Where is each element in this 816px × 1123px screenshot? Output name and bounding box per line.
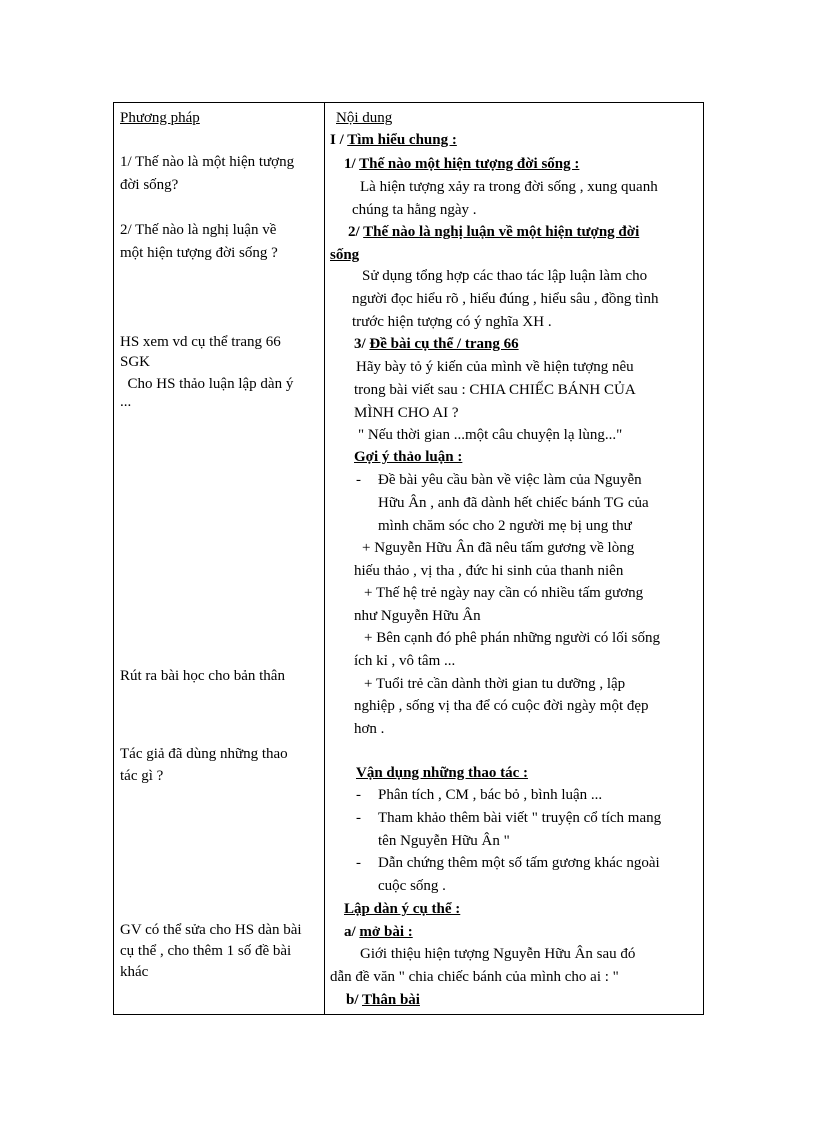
goiy-plus-4c: hơn . (354, 721, 385, 737)
method-hs-line3: Cho HS thảo luận lập dàn ý (120, 376, 294, 392)
q2-body-line3: trước hiện tượng có ý nghĩa XH . (352, 314, 552, 330)
vandung-dash-2: - (356, 810, 361, 826)
method-tacgia-line1: Tác giả đã dùng những thao (120, 746, 288, 762)
method-hs-line1: HS xem vd cụ thể trang 66 (120, 334, 281, 350)
goiy-dash: - (356, 472, 361, 488)
goiy-plus-3b: ích kỉ , vô tâm ... (354, 653, 456, 669)
content-header: Nội dung (336, 110, 393, 126)
thanbai-heading: b/ Thân bài (346, 992, 420, 1008)
method-q2-line1: 2/ Thế nào là nghị luận về (120, 222, 277, 238)
q3-body-line2: trong bài viết sau : CHIA CHIẾC BÁNH CỦA (354, 382, 636, 398)
lesson-table (113, 102, 704, 1015)
method-gv-line3: khác (120, 964, 149, 980)
goiy-plus-4a: + Tuổi trẻ cần dành thời gian tu dưỡng , lập (364, 676, 626, 692)
column-divider (324, 103, 325, 1014)
q3-body-line3: MÌNH CHO AI ? (354, 405, 459, 421)
goiy-item-line2: Hữu Ân , anh đã dành hết chiếc bánh TG của (378, 495, 649, 511)
q2-heading-line2: sống (330, 247, 360, 263)
q2-heading-line1: 2/ Thế nào là nghị luận về một hiện tượng đời (348, 224, 640, 240)
method-hs-line4: ... (120, 394, 132, 410)
method-tacgia-line2: tác gì ? (120, 768, 164, 784)
method-header: Phương pháp (120, 110, 200, 126)
vandung-dash-3: - (356, 855, 361, 871)
method-gv-line2: cụ thể , cho thêm 1 số đề bài (120, 943, 292, 959)
goiy-plus-2a: + Thế hệ trẻ ngày nay cần có nhiều tấm gương (364, 585, 644, 601)
vandung-item-3a: Dẫn chứng thêm một số tấm gương khác ngoài (378, 855, 660, 871)
goiy-plus-1b: hiếu thảo , vị tha , đức hi sinh của thanh niên (354, 563, 624, 579)
method-q1-line1: 1/ Thế nào là một hiện tượng (120, 154, 295, 170)
q1-heading: 1/ Thế nào một hiện tượng đời sống : (344, 156, 580, 172)
method-gv-line1: GV có thể sửa cho HS dàn bài (120, 922, 302, 938)
goiy-plus-1a: + Nguyễn Hữu Ân đã nêu tấm gương về lòng (362, 540, 635, 556)
goiy-plus-4b: nghiệp , sống vị tha để có cuộc đời ngày một đẹp (354, 698, 649, 714)
vandung-item-2a: Tham khảo thêm bài viết " truyện cổ tích mang (378, 810, 662, 826)
method-hs-line2: SGK (120, 354, 151, 370)
q2-body-line1: Sử dụng tổng hợp các thao tác lập luận làm cho (362, 268, 648, 284)
q1-body-line2: chúng ta hằng ngày . (352, 202, 477, 218)
q3-heading: 3/ Đề bài cụ thể / trang 66 (354, 336, 519, 352)
q3-body-line4: " Nếu thời gian ...một câu chuyện lạ lùng..." (358, 427, 623, 443)
method-rut: Rút ra bài học cho bản thân (120, 668, 285, 684)
q2-body-line2: người đọc hiểu rõ , hiểu đúng , hiểu sâu , đồng tình (352, 291, 659, 307)
vandung-item-2b: tên Nguyễn Hữu Ân " (378, 833, 510, 849)
goiy-item-line1: Đề bài yêu cầu bàn về việc làm của Nguyễn (378, 472, 642, 488)
lapdan-heading: Lập dàn ý cụ thể : (344, 901, 461, 917)
q3-body-line1: Hãy bày tỏ ý kiến của mình về hiện tượng nêu (356, 359, 634, 375)
section-1-heading: I / Tìm hiểu chung : (330, 132, 457, 148)
goiy-heading: Gợi ý thảo luận : (354, 449, 463, 465)
mobai-body-line2: dẫn đề văn " chia chiếc bánh của mình cho ai : " (330, 969, 619, 985)
goiy-plus-2b: như Nguyễn Hữu Ân (354, 608, 481, 624)
method-q2-line2: một hiện tượng đời sống ? (120, 245, 278, 261)
vandung-heading: Vận dụng những thao tác : (356, 765, 528, 781)
vandung-item-1: Phân tích , CM , bác bỏ , bình luận ... (378, 787, 603, 803)
method-q1-line2: đời sống? (120, 177, 179, 193)
mobai-body-line1: Giới thiệu hiện tượng Nguyễn Hữu Ân sau đó (360, 946, 636, 962)
vandung-item-3b: cuộc sống . (378, 878, 446, 894)
goiy-item-line3: mình chăm sóc cho 2 người mẹ bị ung thư (378, 518, 632, 534)
mobai-heading: a/ mở bài : (344, 924, 413, 940)
vandung-dash-1: - (356, 787, 361, 803)
q1-body-line1: Là hiện tượng xảy ra trong đời sống , xung quanh (360, 179, 658, 195)
goiy-plus-3a: + Bên cạnh đó phê phán những người có lối sống (364, 630, 660, 646)
